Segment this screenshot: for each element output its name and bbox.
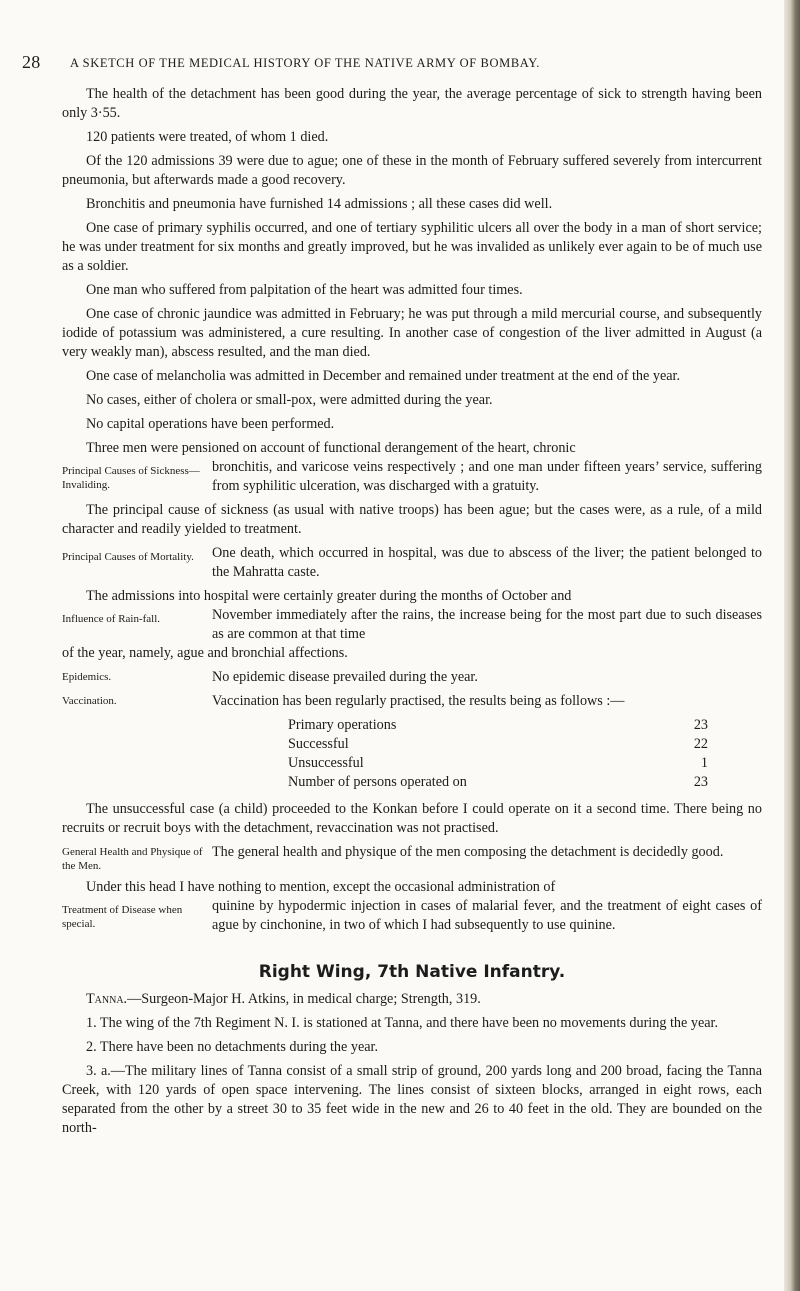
paragraph: The general health and physique of the men composing the detachment is decidedly good. <box>212 844 724 860</box>
paragraph: The unsuccessful case (a child) proceeded to the Konkan before I could operate on it a second time. There being no recruits or recruit boys with the detachment, revaccination was not practised. <box>62 801 762 836</box>
operations-table <box>288 716 708 792</box>
sidenote-mortality: Principal Causes of Mortality. <box>62 551 194 563</box>
vaccination-block <box>62 692 762 711</box>
treatment-block <box>62 897 762 935</box>
mortality-block <box>62 544 762 582</box>
sidenote-rainfall: Influence of Rain-fall. <box>62 613 161 625</box>
page-number: 28 <box>22 52 41 72</box>
epidemics-block <box>62 668 762 687</box>
op-value: 23 <box>693 717 708 733</box>
paragraph: No capital operations have been performed. <box>86 416 335 432</box>
paragraph: Vaccination has been regularly practised, the results being as follows :— <box>212 693 625 709</box>
location: Tanna. <box>86 991 128 1007</box>
op-label: Successful <box>288 736 349 752</box>
paragraph: One case of primary syphilis occurred, and one of tertiary syphilitic ulcers all over the body in a man of short service; he was under treatment for six months and greatly improved, but he was invalided as unlikely ever again to be of much use as a soldier. <box>62 220 762 274</box>
op-value: 22 <box>693 736 708 752</box>
section-heading: Right Wing, 7th Native Infantry. <box>258 962 566 982</box>
op-value: 1 <box>700 755 708 771</box>
paragraph: One death, which occurred in hospital, was due to abscess of the liver; the patient belonged to the Mahratta caste. <box>212 545 762 580</box>
paragraph: Under this head I have nothing to mention, except the occasional administration of <box>86 879 556 895</box>
paragraph: The health of the detachment has been good during the year, the average percentage of sick to strength having been only 3·55. <box>62 86 762 121</box>
page-body <box>62 85 762 1143</box>
table-row <box>288 773 708 792</box>
paragraph: One man who suffered from palpitation of the heart was admitted four times. <box>86 282 523 298</box>
op-label: Unsuccessful <box>288 755 364 771</box>
table-row <box>288 716 708 735</box>
page-edge <box>784 0 800 1291</box>
paragraph: Of the 120 admissions 39 were due to ague; one of these in the month of February suffered severely from intercurrent pneumonia, but afterwards made a good recovery. <box>62 153 762 188</box>
paragraph: The principal cause of sickness (as usual with native troops) has been ague; but the cases were, as a rule, of a mild character and readily yielded to treatment. <box>62 502 762 537</box>
sidenote-epidemics: Epidemics. <box>62 671 112 683</box>
table-row <box>288 735 708 754</box>
table-row <box>288 754 708 773</box>
paragraph: 3. a.—The military lines of Tanna consist of a small strip of ground, 200 yards long and 200 broad, facing the Tanna Creek, with 120 yards of open space intervening. The lines consist of sixteen blocks, arranged in eight rows, each separated from the other by a street 30 to 35 feet wide in the new and 26 to 40 feet in the old. They are bounded on the north- <box>62 1063 762 1136</box>
health-block <box>62 843 762 873</box>
paragraph: 120 patients were treated, of whom 1 died. <box>86 129 329 145</box>
paragraph: November immediately after the rains, the increase being for the most part due to such diseases as are common at that time <box>212 607 762 642</box>
paragraph: Bronchitis and pneumonia have furnished 14 admissions ; all these cases did well. <box>86 196 553 212</box>
invaliding-block <box>62 458 762 496</box>
op-label: Number of persons operated on <box>288 774 467 790</box>
paragraph: The admissions into hospital were certainly greater during the months of October and <box>86 588 572 604</box>
paragraph: Three men were pensioned on account of functional derangement of the heart, chronic <box>86 440 576 456</box>
paragraph: No cases, either of cholera or small-pox, were admitted during the year. <box>86 392 493 408</box>
running-title: A SKETCH OF THE MEDICAL HISTORY OF THE NATIVE ARMY OF BOMBAY. <box>70 56 540 70</box>
sidenote-vaccination: Vaccination. <box>62 695 117 707</box>
paragraph: One case of melancholia was admitted in December and remained under treatment at the end of the year. <box>86 368 681 384</box>
op-label: Primary operations <box>288 717 397 733</box>
paragraph: 2. There have been no detachments during the year. <box>86 1039 379 1055</box>
paragraph: bronchitis, and varicose veins respectively ; and one man under fifteen years’ service, suffering from syphilitic ulceration, was discharged with a gratuity. <box>212 459 762 494</box>
section-subheading <box>62 990 762 1009</box>
paragraph: No epidemic disease prevailed during the year. <box>212 669 478 685</box>
paragraph: 1. The wing of the 7th Regiment N. I. is stationed at Tanna, and there have been no movements during the year. <box>86 1015 719 1031</box>
rainfall-block <box>62 606 762 644</box>
paragraph: One case of chronic jaundice was admitted in February; he was put through a mild mercurial course, and subsequently iodide of potassium was administered, a cure resulting. In another case of congestion of the liver admitted in August (a very weakly man), abscess resulted, and the man died. <box>62 306 762 360</box>
paragraph: of the year, namely, ague and bronchial affections. <box>62 645 348 661</box>
sidenote-health: General Health and Physique of the Men. <box>62 846 203 872</box>
op-value: 23 <box>693 774 708 790</box>
charge: —Surgeon-Major H. Atkins, in medical charge; Strength, 319. <box>127 991 481 1007</box>
paragraph: quinine by hypodermic injection in cases of malarial fever, and the treatment of eight cases of ague by cinchonine, in two of which I had subsequently to use quinine. <box>212 898 762 933</box>
sidenote-treatment: Treatment of Disease when special. <box>62 904 183 930</box>
sidenote-invaliding: Principal Causes of Sickness— Invaliding. <box>62 465 200 491</box>
